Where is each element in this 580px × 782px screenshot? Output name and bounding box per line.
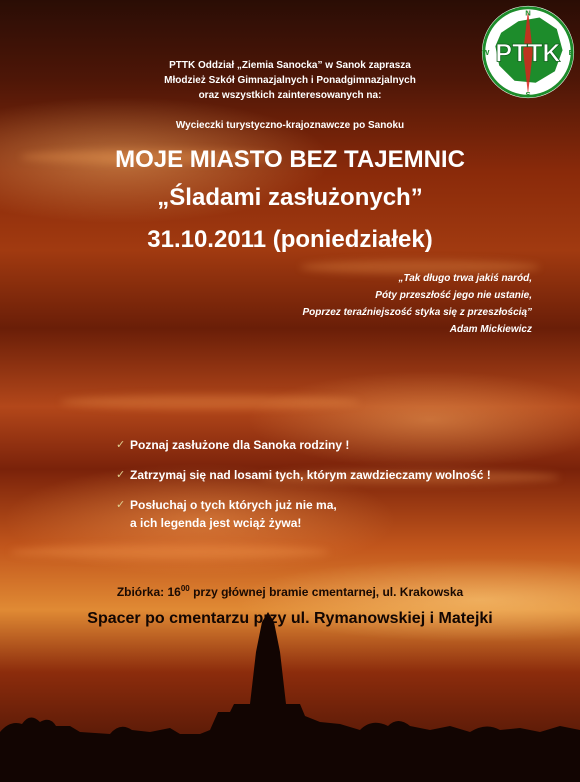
meeting-label: Zbiórka: 16 [116, 585, 181, 599]
meeting-time-minutes: 00 [180, 584, 190, 593]
quote-line: „Tak długo trwa jakiś naród, [398, 273, 532, 284]
bullet-text: Poznaj zasłużone dla Sanoka rodziny ! [130, 438, 350, 452]
bullet-text-continued: a ich legenda jest wciąż żywa! [130, 516, 302, 530]
compass-n: N [525, 8, 531, 18]
poster-subtitle: „Śladami zasłużonych” [157, 184, 423, 211]
cloud-streak [60, 395, 360, 409]
header-org: PTTK Oddział [169, 60, 237, 71]
meeting-info [0, 584, 580, 599]
meeting-place: przy głównej bramie cmentarnej, ul. Krakowska [189, 585, 464, 599]
walk-info: Spacer po cmentarzu przy ul. Rymanowskiej i Matejki [87, 610, 493, 627]
town-silhouette [0, 612, 580, 782]
compass-w: W [482, 47, 490, 57]
checkmark-icon: ✓ [116, 469, 126, 481]
header-line-1 [0, 58, 580, 73]
checkmark-icon: ✓ [116, 439, 126, 451]
compass-s: S [525, 90, 531, 100]
checkmark-icon: ✓ [116, 499, 126, 511]
logo-text: PTTK [495, 39, 561, 68]
quote-line: Poprzez teraźniejszość styka się z przeszłością” [302, 307, 532, 318]
header-line-2: Młodzież Szkół Gimnazjalnych i Ponadgimnazjalnych [164, 75, 416, 86]
header-org-name: „Ziemia Sanocka” [236, 60, 323, 71]
header-line-4: Wycieczki turystyczno-krajoznawcze po Sanoku [175, 120, 405, 131]
poster-date: 31.10.2011 (poniedziałek) [147, 226, 433, 253]
list-item [116, 496, 491, 532]
list-item [116, 436, 491, 454]
poster-title: MOJE MIASTO BEZ TAJEMNIC [115, 146, 465, 173]
compass-e: E [568, 47, 574, 57]
quote-line: Póty przeszłość jego nie ustanie, [375, 290, 532, 301]
bullet-text: Posłuchaj o tych których już nie ma, [130, 498, 337, 512]
quote-block [302, 270, 532, 338]
church-spire-silhouette [0, 612, 580, 782]
bullet-list [116, 436, 491, 544]
quote-author: Adam Mickiewicz [449, 324, 532, 335]
header-line-3: oraz wszystkich zainteresowanych na: [198, 90, 382, 101]
list-item [116, 466, 491, 484]
header-invite: w Sanok zaprasza [322, 60, 411, 71]
bullet-text: Zatrzymaj się nad losami tych, którym zawdzieczamy wolność ! [130, 468, 491, 482]
cloud-streak [10, 545, 330, 559]
